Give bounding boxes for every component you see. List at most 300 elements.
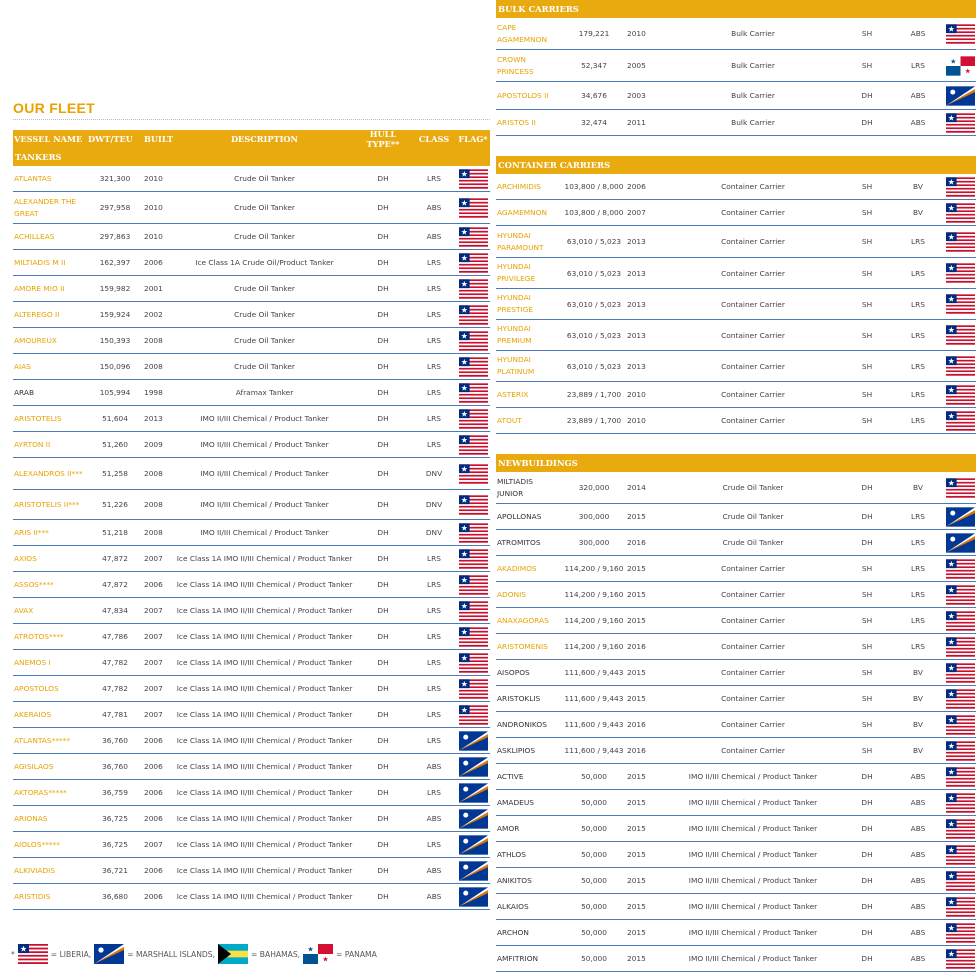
table-row xyxy=(13,166,490,192)
hull-type: DH xyxy=(377,580,389,589)
liberia-flag-icon xyxy=(946,819,975,839)
flag xyxy=(944,356,976,376)
description: Bulk Carrier xyxy=(731,91,775,100)
dwt-teu: 63,010 / 5,023 xyxy=(566,330,622,340)
flag xyxy=(944,232,976,252)
liberia-flag-icon xyxy=(459,705,488,725)
dwt-teu: 36,759 xyxy=(102,788,128,797)
vessel-name[interactable]: ARISTOMENIS xyxy=(497,641,548,651)
built-year: 2006 xyxy=(144,814,163,823)
flag xyxy=(944,741,976,761)
vessel-name[interactable]: ALEXANDER THE GREAT xyxy=(14,196,77,218)
dwt-teu: 51,226 xyxy=(102,500,128,509)
hull-type: SH xyxy=(861,746,873,755)
description: Container Carrier xyxy=(721,694,785,703)
built-year: 2008 xyxy=(144,362,163,371)
hull-type: SH xyxy=(861,590,873,599)
hull-type: DH xyxy=(377,362,389,371)
flag xyxy=(944,689,976,709)
liberia-flag-icon xyxy=(946,585,975,605)
table-row xyxy=(496,894,976,920)
table-row xyxy=(496,82,976,110)
flag xyxy=(456,357,490,377)
table-row xyxy=(13,406,490,432)
hull-type: DH xyxy=(377,258,389,267)
class: LRS xyxy=(427,440,441,449)
flag xyxy=(456,169,490,189)
vessel-name[interactable]: ALKIVIADIS xyxy=(14,865,56,875)
class: LRS xyxy=(427,362,441,371)
built-year: 2015 xyxy=(627,954,646,963)
description: Crude Oil Tanker xyxy=(234,232,295,241)
description: IMO II/III Chemical / Product Tanker xyxy=(200,414,329,423)
section-gap xyxy=(496,434,976,454)
built-year: 2006 xyxy=(144,580,163,589)
liberia-flag-icon xyxy=(946,767,975,787)
dwt-teu: 51,604 xyxy=(102,414,128,423)
hull-type: DH xyxy=(377,440,389,449)
dwt-teu: 36,760 xyxy=(102,736,128,745)
dwt-teu: 63,010 / 5,023 xyxy=(566,361,622,371)
vessel-name[interactable]: AMOUREUX xyxy=(14,335,57,345)
vessel-name[interactable]: ATOUT xyxy=(497,415,522,425)
class: BV xyxy=(913,483,923,492)
dwt-teu: 300,000 xyxy=(578,512,610,521)
table-row xyxy=(496,351,976,382)
dwt-teu: 103,800 / 8,000 xyxy=(564,182,624,191)
table-row xyxy=(13,650,490,676)
panama-flag-icon xyxy=(303,944,333,964)
vessel-name[interactable]: ASSOS**** xyxy=(14,579,54,589)
header-dwt: DWT/TEU xyxy=(88,134,133,144)
class: ABS xyxy=(426,762,442,771)
class: ABS xyxy=(910,876,926,885)
class: ABS xyxy=(426,866,442,875)
liberia-flag-icon xyxy=(459,679,488,699)
hull-type: SH xyxy=(861,29,873,38)
built-year: 2006 xyxy=(144,258,163,267)
vessel-name[interactable]: AKERAIOS xyxy=(14,709,52,719)
liberia-flag-icon xyxy=(946,663,975,683)
liberia-flag-icon xyxy=(946,411,975,431)
legend-label: = LIBERIA, xyxy=(50,949,92,959)
vessel-name: AMADEUS xyxy=(497,797,534,807)
fleet-table-right xyxy=(496,0,976,972)
description: Bulk Carrier xyxy=(731,29,775,38)
hull-type: DH xyxy=(377,310,389,319)
table-row xyxy=(13,250,490,276)
built-year: 2013 xyxy=(627,268,646,278)
vessel-name[interactable]: ASTERIX xyxy=(497,389,529,399)
built-year: 2007 xyxy=(144,554,163,563)
dwt-teu: 300,000 xyxy=(578,538,610,547)
table-row xyxy=(496,660,976,686)
hull-type: DH xyxy=(861,928,873,937)
built-year: 2016 xyxy=(627,746,646,755)
dwt-teu: 111,600 / 9,443 xyxy=(564,694,624,703)
table-row xyxy=(496,320,976,351)
description: Crude Oil Tanker xyxy=(234,362,295,371)
built-year: 2010 xyxy=(144,174,163,183)
built-year: 2005 xyxy=(627,61,646,70)
liberia-flag-icon xyxy=(459,383,488,403)
class: LRS xyxy=(911,564,925,573)
dwt-teu: 320,000 xyxy=(578,483,610,492)
class: LRS xyxy=(427,580,441,589)
built-year: 2009 xyxy=(144,440,163,449)
liberia-flag-icon xyxy=(946,263,975,283)
vessel-name[interactable]: ALEXANDROS II*** xyxy=(14,468,83,478)
flag xyxy=(456,198,490,218)
liberia-flag-icon xyxy=(946,871,975,891)
liberia-flag-icon xyxy=(946,356,975,376)
class: LRS xyxy=(427,632,441,641)
flag xyxy=(944,507,976,527)
dwt-teu: 51,218 xyxy=(102,528,128,537)
vessel-name[interactable]: ARISTIDIS xyxy=(14,891,51,901)
dwt-teu: 111,600 / 9,443 xyxy=(564,668,624,677)
hull-type: SH xyxy=(861,390,873,399)
hull-type: DH xyxy=(861,954,873,963)
vessel-name: ATHLOS xyxy=(497,849,526,859)
flag xyxy=(944,923,976,943)
table-row xyxy=(496,686,976,712)
built-year: 2013 xyxy=(627,330,646,340)
built-year: 2015 xyxy=(627,590,646,599)
vessel-name[interactable]: AKADIMOS xyxy=(497,563,537,573)
hull-type: DH xyxy=(861,850,873,859)
table-row xyxy=(13,192,490,224)
class: LRS xyxy=(427,606,441,615)
class: LRS xyxy=(427,684,441,693)
built-year: 2013 xyxy=(627,361,646,371)
description: Crude Oil Tanker xyxy=(234,336,295,345)
built-year: 2013 xyxy=(627,237,646,246)
hull-type: DH xyxy=(861,483,873,492)
flag xyxy=(456,409,490,429)
class: ABS xyxy=(910,91,926,100)
description: Bulk Carrier xyxy=(731,61,775,70)
class: LRS xyxy=(427,174,441,183)
liberia-flag-icon xyxy=(946,478,975,498)
vessel-name: APOLLONAS xyxy=(497,511,542,521)
liberia-flag-icon xyxy=(946,232,975,252)
hull-type: DH xyxy=(861,772,873,781)
built-year: 2010 xyxy=(144,232,163,241)
vessel-name[interactable]: APOSTOLOS II xyxy=(497,90,549,100)
table-row xyxy=(496,408,976,434)
liberia-flag-icon xyxy=(459,409,488,429)
liberia-flag-icon xyxy=(459,464,488,484)
description: Crude Oil Tanker xyxy=(722,512,784,521)
liberia-flag-icon xyxy=(459,495,488,515)
table-row xyxy=(13,302,490,328)
vessel-name[interactable]: ARISTOTELIS II*** xyxy=(14,499,80,509)
flag xyxy=(456,783,490,803)
vessel-name: ARISTOKLIS xyxy=(497,693,541,703)
built-year: 2006 xyxy=(144,892,163,901)
vessel-name[interactable]: HYUNDAI PARAMOUNT xyxy=(497,230,544,252)
hull-type: SH xyxy=(861,616,873,625)
vessel-name[interactable]: AGISILAOS xyxy=(14,761,54,771)
vessel-name[interactable]: ATROTOS**** xyxy=(14,631,64,641)
vessel-name[interactable]: AGAMEMNON xyxy=(497,207,548,217)
hull-type: DH xyxy=(377,528,389,537)
flag xyxy=(456,383,490,403)
vessel-name[interactable]: AIAS xyxy=(14,361,31,371)
flag xyxy=(944,411,976,431)
class: ABS xyxy=(910,902,926,911)
description: Ice Class 1A IMO II/III Chemical / Product Tanker xyxy=(176,736,353,745)
vessel-name[interactable]: ARISTOS II xyxy=(497,117,536,127)
flag xyxy=(944,478,976,498)
vessel-name[interactable]: MILTIADIS M II xyxy=(14,257,66,267)
liberia-flag-icon xyxy=(946,325,975,345)
built-year: 2016 xyxy=(627,642,646,651)
table-header xyxy=(13,130,490,148)
table-row xyxy=(13,780,490,806)
page-title: OUR FLEET xyxy=(13,97,490,120)
hull-type: DH xyxy=(861,824,873,833)
class: BV xyxy=(913,720,923,729)
vessel-name[interactable]: CROWN PRINCESS xyxy=(497,54,534,76)
flag xyxy=(456,757,490,777)
liberia-flag-icon xyxy=(946,741,975,761)
dwt-teu: 150,096 xyxy=(99,362,131,371)
dwt-teu: 36,680 xyxy=(102,892,128,901)
description: Container Carrier xyxy=(721,416,785,425)
flag xyxy=(456,731,490,751)
vessel-name[interactable]: ARISTOTELIS xyxy=(14,413,62,423)
description: IMO II/III Chemical / Product Tanker xyxy=(688,928,818,937)
vessel-name[interactable]: ARCHIMIDIS xyxy=(497,181,541,191)
liberia-flag-icon xyxy=(946,689,975,709)
built-year: 2003 xyxy=(627,91,646,100)
class: ABS xyxy=(426,232,442,241)
class: LRS xyxy=(427,310,441,319)
built-year: 2015 xyxy=(627,798,646,807)
marshall-flag-icon xyxy=(946,86,975,106)
vessel-name[interactable]: AYRTON II xyxy=(14,439,51,449)
vessel-name[interactable]: ACHILLEAS xyxy=(14,231,55,241)
hull-type: SH xyxy=(861,694,873,703)
vessel-name[interactable]: ANEMOS I xyxy=(14,657,51,667)
vessel-name[interactable]: ADONIS xyxy=(497,589,526,599)
table-row xyxy=(13,598,490,624)
liberia-flag-icon xyxy=(459,253,488,273)
vessel-name[interactable]: AVAX xyxy=(14,605,34,615)
vessel-name[interactable]: ATLANTAS***** xyxy=(14,735,71,745)
flag xyxy=(456,464,490,484)
header-hull-type: HULL TYPE** xyxy=(366,129,400,149)
header-description: DESCRIPTION xyxy=(230,134,299,144)
marshall-flag-icon xyxy=(946,507,975,527)
hull-type: DH xyxy=(861,118,873,127)
liberia-flag-icon xyxy=(459,601,488,621)
marshall-flag-icon xyxy=(459,783,488,803)
vessel-name[interactable]: AXIOS xyxy=(14,553,37,563)
description: Container Carrier xyxy=(721,720,785,729)
hull-type: SH xyxy=(861,416,873,425)
table-row xyxy=(496,920,976,946)
vessel-name[interactable]: ARIONAS xyxy=(14,813,48,823)
marshall-flag-icon xyxy=(459,861,488,881)
table-row xyxy=(496,790,976,816)
hull-type: SH xyxy=(861,564,873,573)
liberia-flag-icon xyxy=(459,198,488,218)
vessel-name[interactable]: HYUNDAI PRIVILEGE xyxy=(497,262,536,283)
dwt-teu: 23,889 / 1,700 xyxy=(566,416,622,425)
table-row xyxy=(496,764,976,790)
vessel-name: AMOR xyxy=(497,823,520,833)
marshall-flag-icon xyxy=(459,887,488,907)
dwt-teu: 162,397 xyxy=(99,258,131,267)
built-year: 2015 xyxy=(627,564,646,573)
description: Container Carrier xyxy=(721,237,785,246)
hull-type: DH xyxy=(861,798,873,807)
vessel-name: ASKLIPIOS xyxy=(497,745,536,755)
table-row xyxy=(496,174,976,200)
built-year: 2006 xyxy=(144,866,163,875)
class: ABS xyxy=(910,118,926,127)
dwt-teu: 47,786 xyxy=(102,632,128,641)
class: LRS xyxy=(911,61,925,70)
vessel-name[interactable]: AKTORAS***** xyxy=(14,787,67,797)
flag xyxy=(944,767,976,787)
class: LRS xyxy=(427,258,441,267)
built-year: 2007 xyxy=(144,840,163,849)
header-vessel-name: VESSEL NAME xyxy=(14,134,83,144)
legend-label: = BAHAMAS, xyxy=(251,949,301,959)
liberia-flag-icon xyxy=(946,793,975,813)
class: BV xyxy=(913,668,923,677)
hull-type: DH xyxy=(377,606,389,615)
vessel-name[interactable]: ATLANTAS xyxy=(14,173,52,183)
vessel-name[interactable]: ANAXAGORAS xyxy=(497,615,549,625)
liberia-flag-icon xyxy=(946,611,975,631)
class: BV xyxy=(913,182,923,191)
flag xyxy=(944,325,976,345)
table-row xyxy=(13,520,490,546)
hull-type: SH xyxy=(861,330,873,340)
liberia-flag-icon xyxy=(946,177,975,197)
description: IMO II/III Chemical / Product Tanker xyxy=(688,876,818,885)
description: Crude Oil Tanker xyxy=(722,483,784,492)
class: ABS xyxy=(426,892,442,901)
header-built: BUILT xyxy=(144,134,174,144)
vessel-name[interactable]: APOSTOLOS xyxy=(14,683,59,693)
class: LRS xyxy=(911,268,925,278)
liberia-flag-icon xyxy=(946,24,975,44)
built-year: 2015 xyxy=(627,772,646,781)
class: LRS xyxy=(427,554,441,563)
flag xyxy=(456,861,490,881)
hull-type: DH xyxy=(861,91,873,100)
table-row xyxy=(496,226,976,258)
flag xyxy=(456,523,490,543)
class: LRS xyxy=(911,330,925,340)
flag xyxy=(456,435,490,455)
vessel-name[interactable]: AIOLOS***** xyxy=(14,839,60,849)
vessel-name[interactable]: ALTEREGO II xyxy=(14,309,60,319)
marshall-flag-icon xyxy=(94,944,124,964)
hull-type: DH xyxy=(861,902,873,911)
description: IMO II/III Chemical / Product Tanker xyxy=(200,528,329,537)
liberia-flag-icon xyxy=(459,357,488,377)
hull-type: DH xyxy=(377,684,389,693)
table-row xyxy=(496,18,976,50)
liberia-flag-icon xyxy=(459,575,488,595)
flag xyxy=(456,575,490,595)
dwt-teu: 114,200 / 9,160 xyxy=(564,564,624,573)
built-year: 2008 xyxy=(144,500,163,509)
class: LRS xyxy=(427,736,441,745)
vessel-name[interactable]: AMORE MIO II xyxy=(14,283,65,293)
description: Ice Class 1A Crude Oil/Product Tanker xyxy=(195,258,334,267)
flag xyxy=(944,585,976,605)
flag xyxy=(944,263,976,283)
vessel-name[interactable]: HYUNDAI PREMIUM xyxy=(497,324,532,345)
description: Container Carrier xyxy=(721,208,785,217)
dwt-teu: 32,474 xyxy=(581,118,607,127)
marshall-flag-icon xyxy=(459,757,488,777)
hull-type: SH xyxy=(861,182,873,191)
built-year: 2008 xyxy=(144,336,163,345)
vessel-name[interactable]: HYUNDAI PLATINUM xyxy=(497,355,535,376)
flag xyxy=(944,86,976,106)
description: IMO II/III Chemical / Product Tanker xyxy=(200,469,329,478)
description: Ice Class 1A IMO II/III Chemical / Product Tanker xyxy=(176,762,353,771)
table-row xyxy=(496,504,976,530)
class: LRS xyxy=(911,512,925,521)
table-row xyxy=(496,110,976,136)
vessel-name[interactable]: HYUNDAI PRESTIGE xyxy=(497,293,534,314)
table-row xyxy=(13,546,490,572)
description: IMO II/III Chemical / Product Tanker xyxy=(688,824,818,833)
liberia-flag-icon xyxy=(946,559,975,579)
vessel-name[interactable]: ARIS II*** xyxy=(14,527,49,537)
description: IMO II/III Chemical / Product Tanker xyxy=(688,772,818,781)
dwt-teu: 111,600 / 9,443 xyxy=(564,720,624,729)
hull-type: SH xyxy=(861,237,873,246)
hull-type: DH xyxy=(377,500,389,509)
built-year: 2010 xyxy=(627,416,646,425)
vessel-name[interactable]: CAPE AGAMEMNON xyxy=(497,22,548,44)
table-row xyxy=(13,572,490,598)
class: ABS xyxy=(910,954,926,963)
built-year: 2015 xyxy=(627,824,646,833)
liberia-flag-icon xyxy=(459,279,488,299)
dwt-teu: 52,347 xyxy=(581,61,607,70)
table-row xyxy=(496,582,976,608)
flag xyxy=(944,663,976,683)
built-year: 2007 xyxy=(144,632,163,641)
class: LRS xyxy=(427,284,441,293)
description: IMO II/III Chemical / Product Tanker xyxy=(688,850,818,859)
description: Container Carrier xyxy=(721,330,785,340)
class: ABS xyxy=(910,798,926,807)
hull-type: SH xyxy=(861,668,873,677)
built-year: 2002 xyxy=(144,310,163,319)
class: DNV xyxy=(425,469,443,478)
hull-type: DH xyxy=(377,866,389,875)
description: Container Carrier xyxy=(721,299,785,309)
built-year: 2015 xyxy=(627,902,646,911)
legend-prefix: * xyxy=(11,949,15,959)
description: Container Carrier xyxy=(721,268,785,278)
dwt-teu: 63,010 / 5,023 xyxy=(566,268,622,278)
table-row xyxy=(13,328,490,354)
